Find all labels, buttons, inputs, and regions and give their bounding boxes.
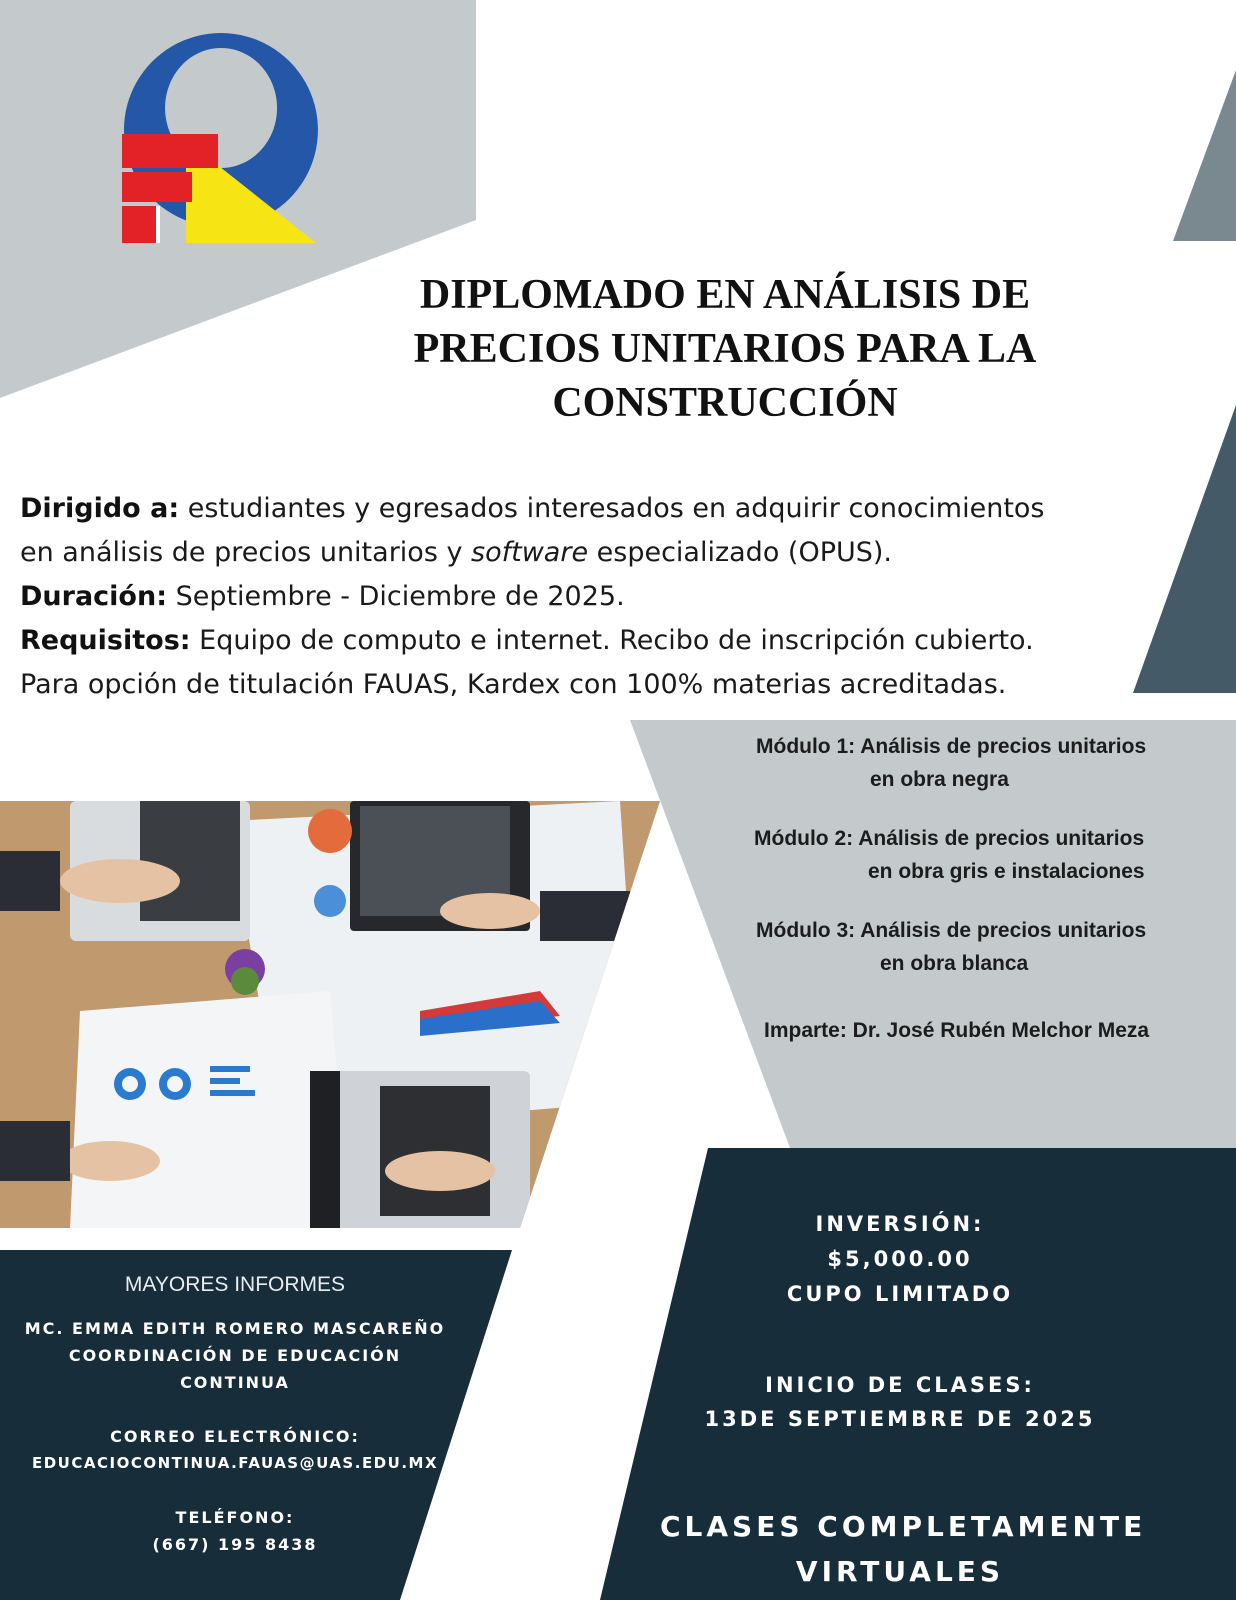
pricing-note: CUPO LIMITADO [786,1282,1014,1306]
pricing-label: INVERSIÓN: [815,1212,985,1236]
module-subtitle: en obra blanca [880,952,1029,975]
module-item [730,822,1210,888]
info-line [20,663,1130,707]
phone-label: TELÉFONO: [175,1508,295,1527]
email-label: CORREO ELECTRÓNICO: [110,1427,360,1446]
contact-role: CONTINUA [180,1373,290,1392]
mode-line: VIRTUALES [795,1555,1005,1588]
phone-number[interactable]: (667) 195 8438 [152,1535,318,1554]
title-line: DIPLOMADO EN ANÁLISIS DE [419,272,1031,318]
info-line [20,531,1130,575]
pricing-amount: $5,000.00 [827,1247,973,1271]
title-line: CONSTRUCCIÓN [552,380,898,426]
module-item [730,730,1210,796]
start-date: 13DE SEPTIEMBRE DE 2025 [704,1407,1096,1431]
dirigido-text: en análisis de precios unitarios y [20,537,472,568]
software-word: software [471,537,589,568]
duracion-label: Duración: [20,581,167,612]
info-line [20,575,1130,619]
dirigido-label: Dirigido a: [20,493,180,524]
start-block [660,1368,1140,1436]
start-label: INICIO DE CLASES: [765,1373,1035,1397]
page-title [330,268,1120,430]
pricing-block [660,1207,1140,1312]
instructor: Imparte: Dr. José Rubén Melchor Meza [764,1019,1150,1042]
contact-block [0,1273,470,1558]
contact-heading: MAYORES INFORMES [124,1273,346,1296]
mode-block [660,1504,1147,1594]
dirigido-text: estudiantes y egresados interesados en adquirir conocimientos [179,493,1045,524]
office-photo [0,801,660,1228]
duracion-text: Septiembre - Diciembre de 2025. [167,581,625,612]
fauas-logo-icon [118,30,324,244]
module-subtitle: en obra negra [870,768,1009,791]
requisitos-label: Requisitos: [20,625,191,656]
email-link[interactable]: EDUCACIOCONTINUA.FAUAS@UAS.EDU.MX [31,1454,439,1472]
module-subtitle: en obra gris e instalaciones [868,860,1145,883]
requisitos-text: Equipo de computo e internet. Recibo de inscripción cubierto. [190,625,1034,656]
mode-line: CLASES COMPLETAMENTE [660,1510,1147,1543]
contact-name: MC. EMMA EDITH ROMERO MASCAREÑO [24,1319,446,1338]
dirigido-text: especializado (OPUS). [588,537,893,568]
module-title: Módulo 1: Análisis de precios unitarios [756,735,1147,758]
module-title: Módulo 3: Análisis de precios unitarios [756,919,1147,942]
right-gray-triangle [1173,70,1236,241]
contact-role: COORDINACIÓN DE EDUCACIÓN [68,1346,402,1365]
requisitos-text: Para opción de titulación FAUAS, Kardex con 100% materias acreditadas. [20,669,1007,700]
info-line [20,619,1130,663]
module-title: Módulo 2: Análisis de precios unitarios [754,827,1145,850]
right-slate-triangle [1133,405,1236,693]
info-line [20,487,1130,531]
title-line: PRECIOS UNITARIOS PARA LA [413,326,1037,372]
course-info [20,487,1130,707]
module-item [730,914,1210,980]
